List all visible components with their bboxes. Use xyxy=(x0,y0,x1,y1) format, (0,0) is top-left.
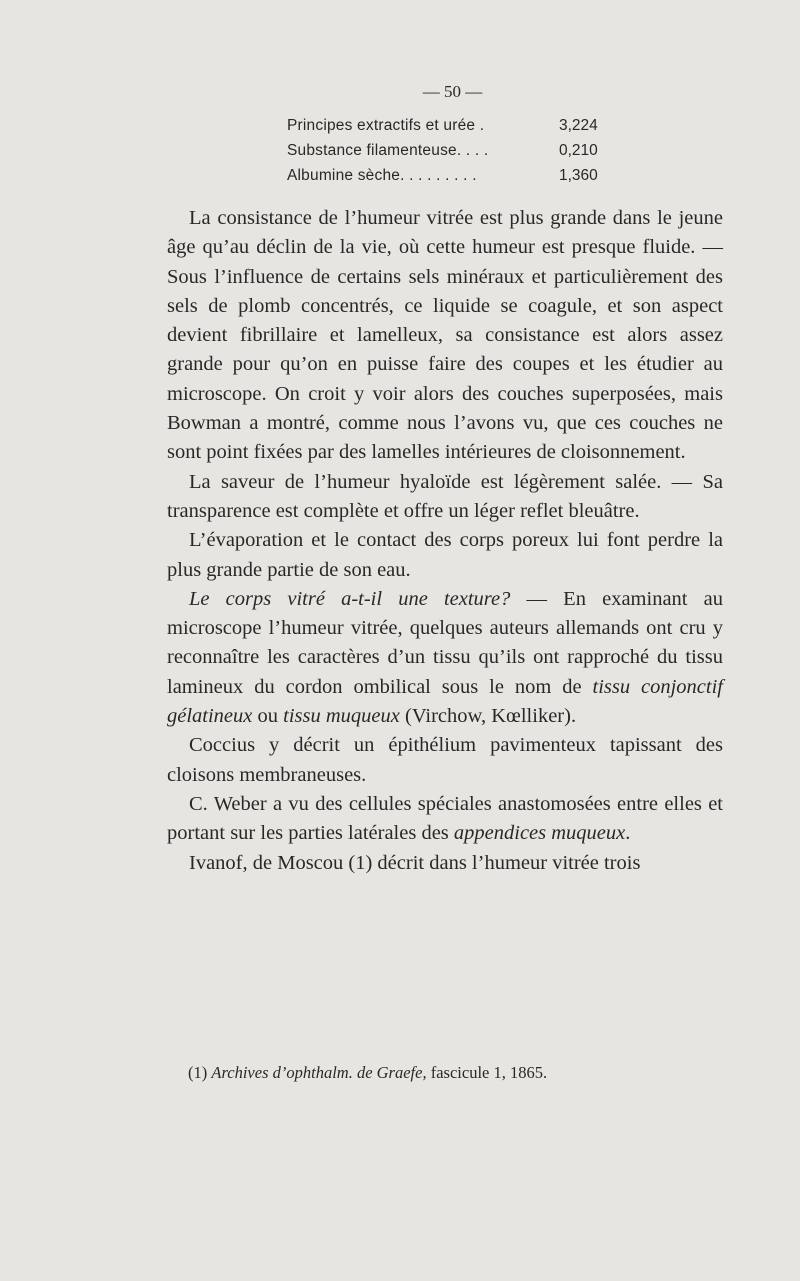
weber-text: C. Weber a vu des cellules spéciales anastomosées entre elles et portant sur les parties latérales des xyxy=(167,792,723,845)
row-label: Substance filamenteuse. . . . xyxy=(287,142,489,159)
weber-end: . xyxy=(625,822,631,845)
table-row xyxy=(287,113,607,138)
texture-text: — En examinant au microscope l’humeur vitrée, quelques auteurs allemands ont cru y reconnaître les caractères d’un tissu qu’ils ont rapproché du tissu lamineux du cordon ombilical sous le nom de xyxy=(167,587,723,698)
row-label: Albumine sèche. . . . . . . . . xyxy=(287,167,477,184)
table-row xyxy=(287,163,607,188)
row-value: 1,360 xyxy=(559,167,598,184)
page-number: — 50 — xyxy=(422,82,483,101)
term-appendices: appendices muqueux xyxy=(453,822,626,845)
row-label: Principes extractifs et urée . xyxy=(287,117,485,134)
table-row xyxy=(287,138,607,163)
composition-table xyxy=(287,113,607,188)
paragraph-texture xyxy=(167,585,723,731)
footnote-rest: fascicule 1, 1865. xyxy=(426,1063,548,1082)
term-tissu-conjonctif: tissu conjonctif gélatineux xyxy=(167,675,723,728)
paragraph-coccius: Coccius y décrit un épithélium pavimenteux tapissant des cloisons membraneuses. xyxy=(167,734,723,786)
paragraph-evaporation: L’évaporation et le contact des corps poreux lui font perdre la plus grande partie de son eau. xyxy=(167,529,723,581)
footnote-title: Archives d’ophthalm. de Graefe, xyxy=(211,1063,427,1082)
paragraph-saveur: La saveur de l’humeur hyaloïde est légèrement salée. — Sa transparence est complète et offre un léger reflet bleuâtre. xyxy=(167,470,723,522)
row-value: 0,210 xyxy=(559,142,598,159)
paragraph-consistance: La consistance de l’humeur vitrée est plus grande dans le jeune âge qu’au déclin de la vie, où cette humeur est presque fluide. — Sous l’influence de certains sels minéraux et particulièrement des sels de plomb concentrés, ce liquide se coagule, et son aspect devient fibrillaire et lamelleux, sa consistance est alors assez grande pour qu’on en puisse faire des coupes et les étudier au microscope. On croit y voir alors des couches superposées, mais Bowman a montré, comme nous l’avons vu, que ces couches ne sont point fixées par des lamelles intérieures de cloisonnement. xyxy=(167,207,723,464)
footnote xyxy=(188,1063,708,1083)
paragraph-weber xyxy=(167,790,723,849)
row-value: 3,224 xyxy=(559,117,598,134)
term-tissu-muqueux: tissu muqueux xyxy=(283,705,400,728)
footnote-marker: (1) xyxy=(188,1063,212,1082)
texture-or: ou xyxy=(252,705,284,728)
paragraph-ivanof: Ivanof, de Moscou (1) décrit dans l’humeur vitrée trois xyxy=(189,851,641,874)
section-question: Le corps vitré a-t-il une texture? xyxy=(189,587,511,610)
texture-end: (Virchow, Kœlliker). xyxy=(399,705,577,728)
body-text xyxy=(167,204,723,878)
